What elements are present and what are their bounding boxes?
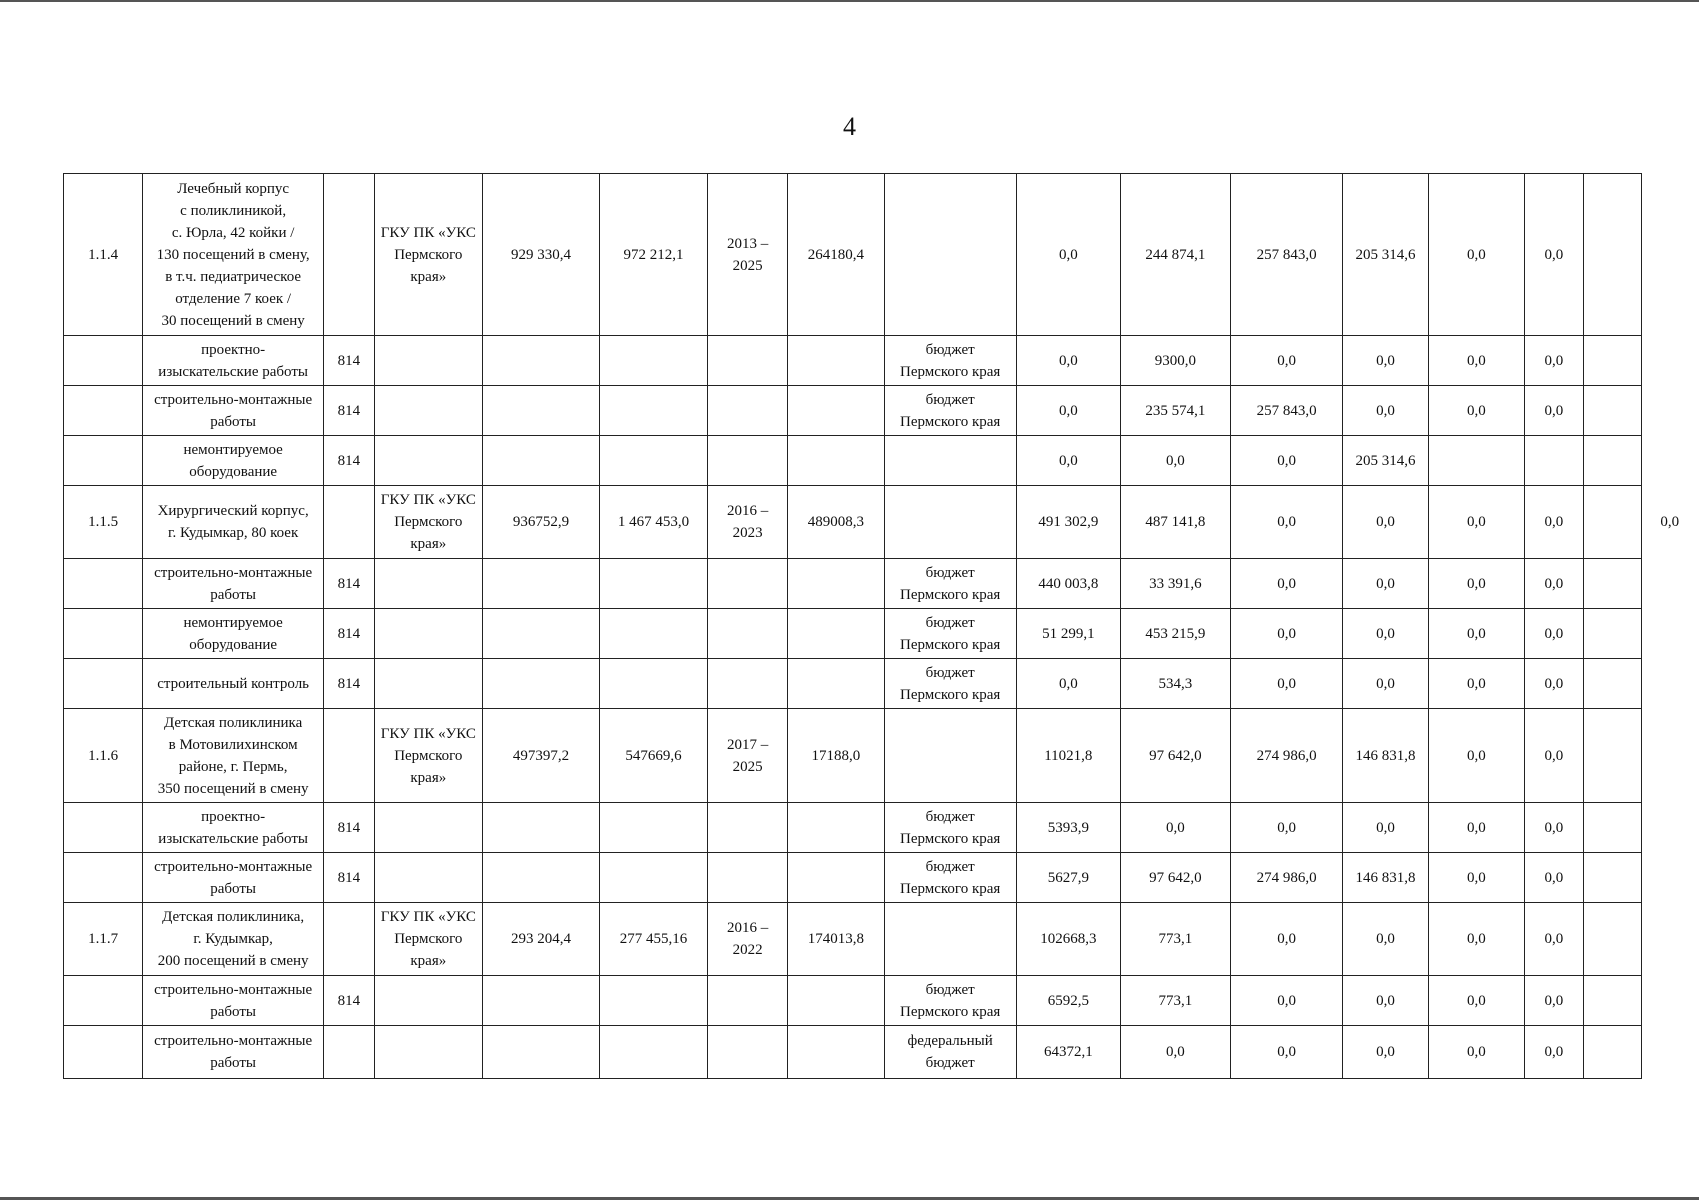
cell-item-number — [64, 386, 143, 436]
cell-funding-source: федеральный бюджет — [884, 1026, 1016, 1079]
cell-cost-full — [599, 659, 707, 709]
table-row — [64, 559, 1699, 609]
cell-cost-full — [599, 336, 707, 386]
cell-cost-estimate — [482, 803, 599, 853]
cell-year-1: 6592,5 — [1016, 976, 1120, 1026]
cell-cost-full — [599, 436, 707, 486]
cell-item-number: 1.1.7 — [64, 903, 143, 976]
cell-spent-before: 264180,4 — [788, 174, 884, 336]
cell-cost-estimate: 929 330,4 — [482, 174, 599, 336]
cell-overflow-value — [1641, 609, 1698, 659]
cell-year-2: 97 642,0 — [1120, 853, 1230, 903]
table-row — [64, 976, 1699, 1026]
cell-cost-estimate — [482, 559, 599, 609]
cell-funding-source: бюджет Пермского края — [884, 659, 1016, 709]
cell-overflow-value — [1641, 1026, 1698, 1079]
cell-year-1: 102668,3 — [1016, 903, 1120, 976]
cell-cost-full — [599, 559, 707, 609]
cell-period — [708, 559, 788, 609]
cell-code — [324, 1026, 375, 1079]
cell-cost-estimate — [482, 1026, 599, 1079]
cell-item-number — [64, 659, 143, 709]
cell-overflow-value — [1641, 559, 1698, 609]
cell-overflow-value — [1641, 174, 1698, 336]
cell-year-1: 5393,9 — [1016, 803, 1120, 853]
cell-spent-before: 17188,0 — [788, 709, 884, 803]
cell-year-6: 0,0 — [1525, 609, 1583, 659]
cell-overflow-value — [1641, 336, 1698, 386]
cell-period: 2016 – 2022 — [708, 903, 788, 976]
cell-cost-full — [599, 853, 707, 903]
cell-year-4: 146 831,8 — [1343, 853, 1428, 903]
cell-year-4: 0,0 — [1343, 386, 1428, 436]
cell-code — [324, 486, 375, 559]
cell-spent-before — [788, 1026, 884, 1079]
cell-year-1: 491 302,9 — [1016, 486, 1120, 559]
cell-customer: ГКУ ПК «УКС Пермского края» — [374, 903, 482, 976]
scan-top-edge — [0, 0, 1699, 2]
cell-year-7 — [1583, 709, 1641, 803]
cell-year-4: 205 314,6 — [1343, 436, 1428, 486]
cell-year-4: 0,0 — [1343, 976, 1428, 1026]
cell-year-3: 0,0 — [1230, 903, 1343, 976]
cell-period — [708, 436, 788, 486]
cell-overflow-value — [1641, 903, 1698, 976]
cell-year-7 — [1583, 659, 1641, 709]
cell-year-6: 0,0 — [1525, 709, 1583, 803]
cell-code: 814 — [324, 436, 375, 486]
cell-year-3: 0,0 — [1230, 659, 1343, 709]
cell-customer: ГКУ ПК «УКС Пермского края» — [374, 486, 482, 559]
cell-spent-before — [788, 803, 884, 853]
cell-customer — [374, 1026, 482, 1079]
cell-spent-before — [788, 659, 884, 709]
cell-year-6 — [1525, 436, 1583, 486]
cell-year-4: 0,0 — [1343, 336, 1428, 386]
cell-customer: ГКУ ПК «УКС Пермского края» — [374, 174, 482, 336]
cell-item-number — [64, 853, 143, 903]
cell-year-2: 453 215,9 — [1120, 609, 1230, 659]
cell-code — [324, 174, 375, 336]
cell-year-1: 0,0 — [1016, 659, 1120, 709]
cell-item-number — [64, 803, 143, 853]
cell-funding-source: бюджет Пермского края — [884, 853, 1016, 903]
cell-year-6: 0,0 — [1525, 174, 1583, 336]
cell-year-5: 0,0 — [1428, 486, 1525, 559]
cell-year-5: 0,0 — [1428, 853, 1525, 903]
cell-period: 2013 – 2025 — [708, 174, 788, 336]
cell-year-5: 0,0 — [1428, 709, 1525, 803]
cell-year-7 — [1583, 853, 1641, 903]
cell-year-4: 0,0 — [1343, 1026, 1428, 1079]
cell-item-name: строительно-монтажные работы — [143, 976, 324, 1026]
cell-customer — [374, 803, 482, 853]
cell-spent-before — [788, 609, 884, 659]
cell-cost-full: 1 467 453,0 — [599, 486, 707, 559]
cell-year-7 — [1583, 386, 1641, 436]
table-row — [64, 386, 1699, 436]
table-row — [64, 486, 1699, 559]
cell-year-3: 0,0 — [1230, 336, 1343, 386]
cell-period — [708, 853, 788, 903]
cell-period: 2016 – 2023 — [708, 486, 788, 559]
cell-year-7 — [1583, 336, 1641, 386]
cell-cost-estimate: 936752,9 — [482, 486, 599, 559]
cell-year-4: 0,0 — [1343, 559, 1428, 609]
cell-year-6: 0,0 — [1525, 803, 1583, 853]
cell-year-2: 97 642,0 — [1120, 709, 1230, 803]
cell-funding-source — [884, 903, 1016, 976]
cell-item-name: строительно-монтажные работы — [143, 386, 324, 436]
cell-year-2: 534,3 — [1120, 659, 1230, 709]
cell-year-2: 235 574,1 — [1120, 386, 1230, 436]
cell-year-2: 244 874,1 — [1120, 174, 1230, 336]
cell-year-4: 0,0 — [1343, 659, 1428, 709]
cell-year-1: 51 299,1 — [1016, 609, 1120, 659]
cell-year-4: 146 831,8 — [1343, 709, 1428, 803]
cell-customer — [374, 436, 482, 486]
cell-year-5: 0,0 — [1428, 559, 1525, 609]
cell-year-6: 0,0 — [1525, 659, 1583, 709]
cell-cost-estimate — [482, 436, 599, 486]
cell-item-name: строительно-монтажные работы — [143, 559, 324, 609]
cell-spent-before: 174013,8 — [788, 903, 884, 976]
cell-period — [708, 336, 788, 386]
cell-year-2: 9300,0 — [1120, 336, 1230, 386]
cell-year-5: 0,0 — [1428, 336, 1525, 386]
cell-spent-before — [788, 336, 884, 386]
cell-year-3: 0,0 — [1230, 486, 1343, 559]
cell-cost-full — [599, 1026, 707, 1079]
cell-customer: ГКУ ПК «УКС Пермского края» — [374, 709, 482, 803]
cell-year-4: 0,0 — [1343, 609, 1428, 659]
cell-item-name: Детская поликлиника в Мотовилихинском районе, г. Пермь, 350 посещений в смену — [143, 709, 324, 803]
cell-year-1: 11021,8 — [1016, 709, 1120, 803]
cell-year-1: 0,0 — [1016, 436, 1120, 486]
cell-cost-estimate — [482, 853, 599, 903]
cell-funding-source — [884, 436, 1016, 486]
cell-year-3: 0,0 — [1230, 559, 1343, 609]
cell-year-3: 257 843,0 — [1230, 386, 1343, 436]
cell-year-4: 205 314,6 — [1343, 174, 1428, 336]
cell-overflow-value: 0,0 — [1660, 514, 1680, 530]
cell-item-number — [64, 436, 143, 486]
cell-overflow-value — [1641, 853, 1698, 903]
cell-item-number: 1.1.4 — [64, 174, 143, 336]
cell-year-1: 0,0 — [1016, 336, 1120, 386]
cell-year-3: 0,0 — [1230, 609, 1343, 659]
cell-year-2: 487 141,8 — [1120, 486, 1230, 559]
cell-year-7 — [1583, 174, 1641, 336]
cell-year-4: 0,0 — [1343, 903, 1428, 976]
cell-spent-before — [788, 436, 884, 486]
table-row — [64, 1026, 1699, 1079]
cell-funding-source: бюджет Пермского края — [884, 336, 1016, 386]
cell-cost-estimate — [482, 609, 599, 659]
cell-year-2: 0,0 — [1120, 1026, 1230, 1079]
table-row — [64, 174, 1699, 336]
cell-spent-before — [788, 559, 884, 609]
cell-year-2: 773,1 — [1120, 903, 1230, 976]
cell-overflow-value — [1641, 709, 1698, 803]
cell-cost-estimate — [482, 659, 599, 709]
cell-year-7 — [1583, 976, 1641, 1026]
page-number: 4 — [843, 112, 856, 141]
cell-year-3: 0,0 — [1230, 803, 1343, 853]
cell-year-7 — [1583, 559, 1641, 609]
cell-year-5: 0,0 — [1428, 609, 1525, 659]
cell-funding-source — [884, 486, 1016, 559]
cell-funding-source: бюджет Пермского края — [884, 609, 1016, 659]
cell-year-3: 0,0 — [1230, 976, 1343, 1026]
cell-year-1: 0,0 — [1016, 174, 1120, 336]
cell-code: 814 — [324, 976, 375, 1026]
cell-year-2: 0,0 — [1120, 803, 1230, 853]
cell-cost-estimate — [482, 336, 599, 386]
cell-item-name: строительный контроль — [143, 659, 324, 709]
cell-period — [708, 659, 788, 709]
cell-customer — [374, 559, 482, 609]
cell-item-name: проектно- изыскательские работы — [143, 803, 324, 853]
cell-year-2: 0,0 — [1120, 436, 1230, 486]
cell-year-2: 33 391,6 — [1120, 559, 1230, 609]
cell-period: 2017 – 2025 — [708, 709, 788, 803]
budget-table — [63, 173, 1699, 1079]
cell-period — [708, 609, 788, 659]
cell-period — [708, 386, 788, 436]
cell-item-name: немонтируемое оборудование — [143, 609, 324, 659]
table-row — [64, 609, 1699, 659]
cell-funding-source: бюджет Пермского края — [884, 559, 1016, 609]
cell-period — [708, 803, 788, 853]
cell-code: 814 — [324, 386, 375, 436]
cell-code: 814 — [324, 609, 375, 659]
cell-year-6: 0,0 — [1525, 1026, 1583, 1079]
cell-year-1: 64372,1 — [1016, 1026, 1120, 1079]
cell-year-5: 0,0 — [1428, 659, 1525, 709]
cell-code: 814 — [324, 803, 375, 853]
cell-code: 814 — [324, 336, 375, 386]
cell-code: 814 — [324, 659, 375, 709]
cell-spent-before — [788, 853, 884, 903]
cell-year-4: 0,0 — [1343, 486, 1428, 559]
cell-cost-full: 972 212,1 — [599, 174, 707, 336]
cell-cost-full — [599, 803, 707, 853]
cell-cost-full: 547669,6 — [599, 709, 707, 803]
table-row — [64, 803, 1699, 853]
cell-year-6: 0,0 — [1525, 386, 1583, 436]
cell-code — [324, 709, 375, 803]
cell-year-7 — [1583, 803, 1641, 853]
cell-customer — [374, 853, 482, 903]
cell-funding-source: бюджет Пермского края — [884, 976, 1016, 1026]
cell-year-5: 0,0 — [1428, 174, 1525, 336]
cell-year-7 — [1583, 486, 1641, 559]
cell-item-name: проектно- изыскательские работы — [143, 336, 324, 386]
cell-funding-source — [884, 709, 1016, 803]
cell-cost-full — [599, 976, 707, 1026]
cell-item-number — [64, 1026, 143, 1079]
cell-customer — [374, 386, 482, 436]
cell-year-6: 0,0 — [1525, 486, 1583, 559]
cell-cost-estimate: 497397,2 — [482, 709, 599, 803]
cell-cost-estimate — [482, 386, 599, 436]
cell-code: 814 — [324, 559, 375, 609]
cell-year-5: 0,0 — [1428, 976, 1525, 1026]
cell-year-1: 440 003,8 — [1016, 559, 1120, 609]
cell-code: 814 — [324, 853, 375, 903]
table-row — [64, 709, 1699, 803]
cell-item-name: Детская поликлиника, г. Кудымкар, 200 посещений в смену — [143, 903, 324, 976]
cell-customer — [374, 609, 482, 659]
cell-year-3: 274 986,0 — [1230, 853, 1343, 903]
cell-year-7 — [1583, 609, 1641, 659]
cell-overflow-value — [1641, 386, 1698, 436]
cell-item-number — [64, 336, 143, 386]
cell-period — [708, 1026, 788, 1079]
cell-overflow-value — [1641, 803, 1698, 853]
cell-item-name: строительно-монтажные работы — [143, 1026, 324, 1079]
cell-overflow-value — [1641, 436, 1698, 486]
cell-year-5: 0,0 — [1428, 1026, 1525, 1079]
cell-year-6: 0,0 — [1525, 853, 1583, 903]
cell-year-6: 0,0 — [1525, 336, 1583, 386]
cell-item-name: Лечебный корпус с поликлиникой, с. Юрла, 42 койки / 130 посещений в смену, в т.ч. педиатрическое отделение 7 коек / 30 посещений в смену — [143, 174, 324, 336]
cell-spent-before — [788, 386, 884, 436]
cell-year-1: 5627,9 — [1016, 853, 1120, 903]
cell-cost-full — [599, 386, 707, 436]
cell-year-7 — [1583, 436, 1641, 486]
table-row — [64, 336, 1699, 386]
cell-funding-source: бюджет Пермского края — [884, 803, 1016, 853]
cell-funding-source: бюджет Пермского края — [884, 386, 1016, 436]
cell-cost-full — [599, 609, 707, 659]
cell-year-5: 0,0 — [1428, 903, 1525, 976]
cell-customer — [374, 659, 482, 709]
cell-year-5: 0,0 — [1428, 386, 1525, 436]
cell-item-number — [64, 609, 143, 659]
cell-year-3: 0,0 — [1230, 436, 1343, 486]
cell-year-1: 0,0 — [1016, 386, 1120, 436]
table-row — [64, 903, 1699, 976]
cell-item-number — [64, 976, 143, 1026]
cell-year-4: 0,0 — [1343, 803, 1428, 853]
cell-item-number: 1.1.5 — [64, 486, 143, 559]
cell-year-6: 0,0 — [1525, 976, 1583, 1026]
cell-item-name: строительно-монтажные работы — [143, 853, 324, 903]
cell-customer — [374, 976, 482, 1026]
cell-funding-source — [884, 174, 1016, 336]
cell-period — [708, 976, 788, 1026]
cell-cost-estimate — [482, 976, 599, 1026]
cell-item-number — [64, 559, 143, 609]
cell-item-name: Хирургический корпус, г. Кудымкар, 80 коек — [143, 486, 324, 559]
cell-year-7 — [1583, 903, 1641, 976]
cell-code — [324, 903, 375, 976]
cell-item-name: немонтируемое оборудование — [143, 436, 324, 486]
cell-year-3: 257 843,0 — [1230, 174, 1343, 336]
table-row — [64, 853, 1699, 903]
cell-cost-estimate: 293 204,4 — [482, 903, 599, 976]
cell-year-2: 773,1 — [1120, 976, 1230, 1026]
table-row — [64, 436, 1699, 486]
cell-year-6: 0,0 — [1525, 559, 1583, 609]
cell-item-number: 1.1.6 — [64, 709, 143, 803]
cell-overflow-value — [1641, 976, 1698, 1026]
cell-customer — [374, 336, 482, 386]
cell-year-3: 0,0 — [1230, 1026, 1343, 1079]
cell-spent-before: 489008,3 — [788, 486, 884, 559]
cell-year-7 — [1583, 1026, 1641, 1079]
cell-spent-before — [788, 976, 884, 1026]
cell-overflow-value — [1641, 659, 1698, 709]
table-row — [64, 659, 1699, 709]
cell-cost-full: 277 455,16 — [599, 903, 707, 976]
cell-year-5: 0,0 — [1428, 803, 1525, 853]
cell-year-6: 0,0 — [1525, 903, 1583, 976]
cell-year-3: 274 986,0 — [1230, 709, 1343, 803]
cell-year-5 — [1428, 436, 1525, 486]
